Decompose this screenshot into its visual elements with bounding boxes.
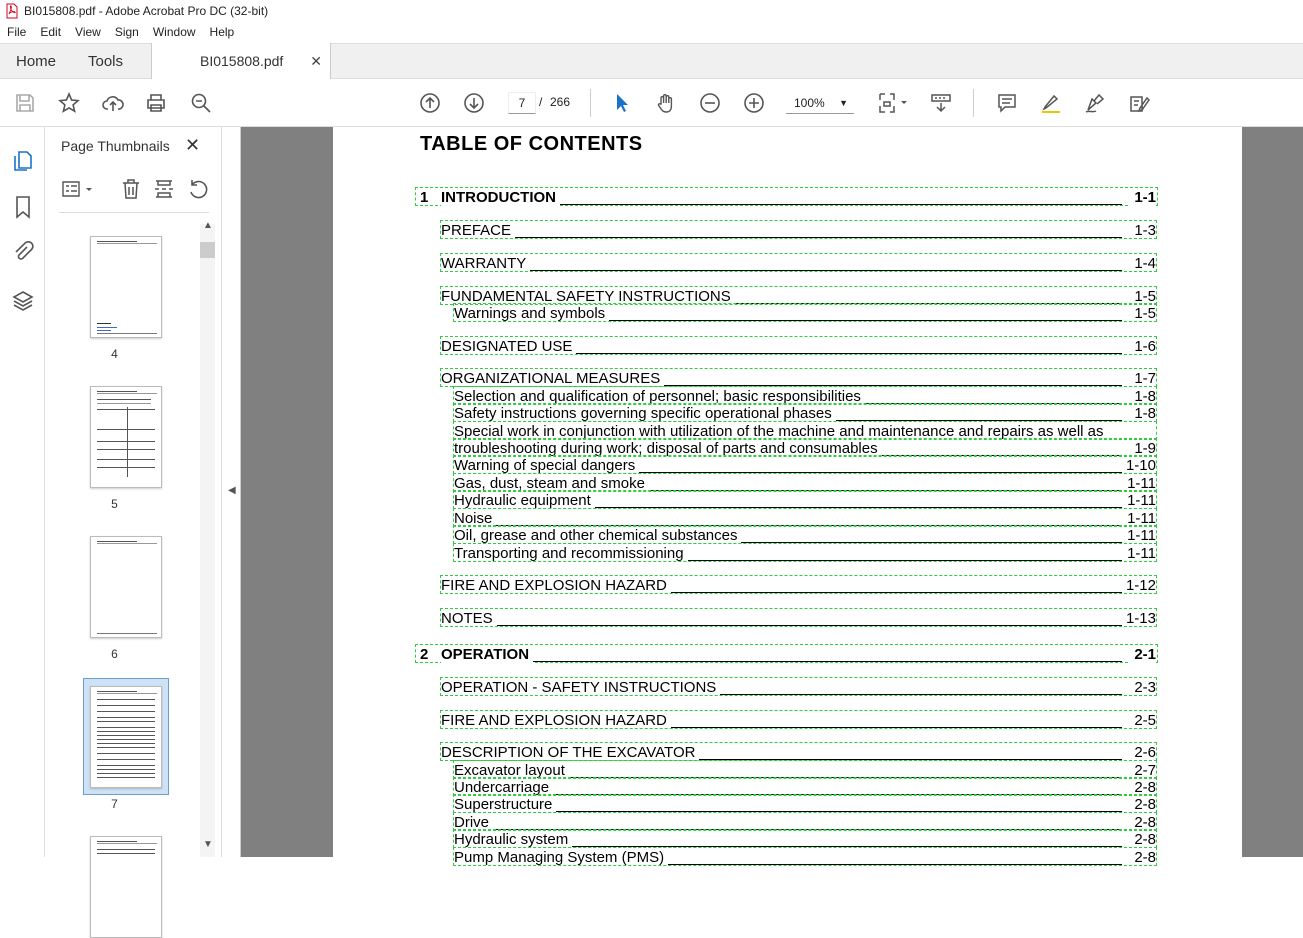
layers-icon[interactable]: [11, 289, 35, 313]
zoom-select[interactable]: [786, 92, 854, 114]
thumbnail-label: 4: [111, 347, 118, 361]
page-number-input[interactable]: 7: [508, 92, 536, 114]
toc-entry-title: PREFACE: [441, 222, 515, 239]
toc-link-box[interactable]: [453, 525, 1157, 544]
toc-link-box[interactable]: [440, 608, 1157, 627]
toc-entry-title: OPERATION - SAFETY INSTRUCTIONS: [441, 679, 720, 696]
toc-page-number: 1-3: [1130, 222, 1156, 239]
toc-link-box[interactable]: [453, 455, 1157, 474]
thumbnail-label: 5: [111, 497, 118, 511]
toc-page-number: 1-4: [1130, 255, 1156, 272]
next-page-icon[interactable]: [462, 91, 486, 115]
toc-link-box[interactable]: [440, 575, 1157, 594]
toc-entry-title: NOTES: [441, 610, 497, 627]
menu-window[interactable]: Window: [152, 25, 196, 39]
toc-page-number: 2-8: [1130, 849, 1156, 866]
toc-entry-title: Superstructure: [454, 796, 556, 813]
toolbar-divider: [590, 89, 591, 117]
tab-document[interactable]: [151, 43, 331, 80]
toc-entry[interactable]: [441, 679, 1156, 696]
scrollbar-thumb[interactable]: [200, 242, 215, 258]
thumbnail-page-5[interactable]: [90, 386, 162, 488]
toc-link-box[interactable]: [453, 829, 1157, 848]
toc-page-number: 2-3: [1130, 679, 1156, 696]
menu-sign[interactable]: Sign: [114, 25, 139, 39]
toc-entry-title: FUNDAMENTAL SAFETY INSTRUCTIONS: [441, 288, 735, 305]
scroll-up-icon[interactable]: ▲: [203, 220, 213, 231]
search-icon[interactable]: [189, 91, 213, 115]
page-separator: /: [539, 95, 543, 109]
toc-page-number: 2-5: [1130, 712, 1156, 729]
toc-entry-title: OPERATION: [441, 646, 533, 663]
toc-page-number: 1-10: [1122, 457, 1156, 474]
pdf-page: [333, 127, 1242, 866]
toc-entry[interactable]: [441, 189, 1156, 206]
title-bar: [0, 0, 1303, 22]
toc-entry[interactable]: [441, 338, 1156, 355]
extract-page-icon[interactable]: [152, 177, 178, 203]
toc-page-number: 2-8: [1130, 796, 1156, 813]
attachment-icon[interactable]: [11, 240, 35, 264]
toc-entry-title: DESCRIPTION OF THE EXCAVATOR: [441, 744, 699, 761]
bookmark-star-icon[interactable]: [57, 91, 81, 115]
menu-view[interactable]: View: [75, 25, 101, 39]
toc-page-number: 1-11: [1123, 492, 1156, 509]
toc-link-box[interactable]: [440, 368, 1157, 387]
tab-bar: [0, 43, 1303, 79]
toc-entry[interactable]: [454, 527, 1156, 544]
toc-link-box[interactable]: [453, 303, 1157, 322]
thumbnail-label: 7: [111, 797, 118, 811]
fill-sign-icon[interactable]: [1127, 91, 1151, 115]
previous-page-icon[interactable]: [418, 91, 442, 115]
toc-page-number: 1-12: [1122, 577, 1156, 594]
page-fit-icon[interactable]: [876, 91, 910, 115]
comment-icon[interactable]: [995, 91, 1019, 115]
toc-page-number: 1-11: [1123, 475, 1156, 492]
toc-entry[interactable]: [441, 610, 1156, 627]
panel-toolbar: [45, 177, 222, 213]
toc-entry[interactable]: [441, 370, 1156, 387]
thumbnail-label: 6: [111, 647, 118, 661]
main-toolbar: [0, 79, 1303, 127]
thumbnail-page-6[interactable]: [90, 536, 162, 638]
window-title: BI015808.pdf - Adobe Acrobat Pro DC (32-bit): [24, 4, 269, 18]
print-icon[interactable]: [144, 91, 168, 115]
collapse-panel-icon[interactable]: ◀: [228, 485, 236, 496]
toc-page-number: 1-5: [1130, 288, 1156, 305]
toc-link-box[interactable]: [440, 710, 1157, 729]
toc-entry-title: Warnings and symbols: [454, 305, 609, 322]
toc-page-number: 2-8: [1130, 779, 1156, 796]
menu-file[interactable]: File: [7, 25, 27, 39]
menu-edit[interactable]: Edit: [40, 25, 62, 39]
toc-page-number: 1-11: [1123, 510, 1156, 527]
acrobat-icon: [6, 4, 18, 18]
toc-entry[interactable]: [454, 831, 1156, 848]
chevron-down-icon: ▼: [839, 98, 848, 108]
scroll-mode-icon[interactable]: [929, 91, 953, 115]
toc-page-number: 1-9: [1130, 440, 1156, 457]
toc-entry-title: FIRE AND EXPLOSION HAZARD: [441, 712, 671, 729]
thumbnails-panel: [45, 127, 222, 857]
toc-link-box[interactable]: [453, 847, 1157, 866]
toc-entry[interactable]: [441, 577, 1156, 594]
save-icon[interactable]: [13, 91, 37, 115]
toc-entry-title: Hydraulic equipment: [454, 492, 595, 509]
toc-entry[interactable]: [454, 545, 1156, 562]
toc-entry[interactable]: [454, 492, 1156, 509]
thumbnail-page-8[interactable]: [90, 836, 162, 938]
select-cursor-icon[interactable]: [610, 91, 634, 115]
scroll-down-icon[interactable]: ▼: [203, 839, 213, 850]
toc-entry-title: Pump Managing System (PMS): [454, 849, 668, 866]
toolbar-divider: [973, 89, 974, 117]
toc-page-number: 1-11: [1123, 545, 1156, 562]
tab-tools[interactable]: Tools: [88, 53, 124, 70]
panel-splitter[interactable]: [222, 127, 241, 857]
thumbnail-page-4[interactable]: [90, 236, 162, 338]
toc-entry[interactable]: [454, 305, 1156, 322]
toc-page-number: 1-6: [1130, 338, 1156, 355]
toc-page-number: 1-8: [1130, 405, 1156, 422]
thumbnails-scrollbar[interactable]: [200, 220, 215, 857]
hand-tool-icon[interactable]: [654, 91, 678, 115]
toc-link-box[interactable]: [440, 253, 1157, 272]
toc-entry-title: DESIGNATED USE: [441, 338, 576, 355]
toc-entry-title: Noise: [454, 510, 496, 527]
toc-chapter-number: 1: [420, 189, 429, 206]
toc-entry-title: Drive: [454, 814, 493, 831]
upload-cloud-icon[interactable]: [101, 91, 125, 115]
toc-entry[interactable]: [454, 849, 1156, 866]
toc-entry-title: troubleshooting during work; disposal of parts and consumables: [454, 440, 882, 457]
toc-entry-title: FIRE AND EXPLOSION HAZARD: [441, 577, 671, 594]
menu-bar: [0, 22, 1303, 42]
toc-entry-title: Transporting and recommissioning: [454, 545, 688, 562]
tab-document-label: BI015808.pdf: [200, 53, 284, 69]
toc-page-number: 1-5: [1130, 305, 1156, 322]
toc-entry[interactable]: [441, 255, 1156, 272]
toc-entry-title: Oil, grease and other chemical substances: [454, 527, 741, 544]
toc-entry-title: Special work in conjunction with utilization of the machine and maintenance and repairs as well as: [454, 423, 1108, 440]
toc-entry-title: Hydraulic system: [454, 831, 572, 848]
thumbnail-page-7[interactable]: [90, 686, 162, 788]
menu-help[interactable]: Help: [209, 25, 235, 39]
left-rail: [0, 127, 45, 857]
toc-page-number: 2-7: [1130, 762, 1156, 779]
toc-link-box[interactable]: [453, 403, 1157, 422]
toc-page-number: 2-8: [1130, 814, 1156, 831]
toc-entry-title: ORGANIZATIONAL MEASURES: [441, 370, 664, 387]
zoom-in-icon[interactable]: [742, 91, 766, 115]
toc-page-number: 1-7: [1130, 370, 1156, 387]
document-viewport[interactable]: [241, 127, 1303, 866]
close-panel-icon[interactable]: ✕: [185, 135, 201, 155]
toc-entry[interactable]: [454, 405, 1156, 422]
highlight-pen-icon[interactable]: [1039, 91, 1063, 115]
toc-page-number: 2-8: [1130, 831, 1156, 848]
toc-entry-title: Undercarriage: [454, 779, 553, 796]
toc-entry-title: INTRODUCTION: [441, 189, 560, 206]
toc-entry[interactable]: [441, 712, 1156, 729]
page-count: 266: [550, 95, 571, 109]
toc-page-number: 1-11: [1123, 527, 1156, 544]
draw-pen-icon[interactable]: [1083, 91, 1107, 115]
toc-entry-title: Gas, dust, steam and smoke: [454, 475, 649, 492]
panel-divider: [59, 212, 209, 213]
toc-entry[interactable]: [454, 796, 1156, 813]
toc-entry-title: Selection and qualification of personnel; basic responsibilities: [454, 388, 865, 405]
toc-page-number: 2-6: [1130, 744, 1156, 761]
toc-link-box[interactable]: [440, 677, 1157, 696]
close-tab-icon[interactable]: ✕: [310, 53, 322, 69]
toc-link-box[interactable]: [453, 543, 1157, 562]
toc-page-number: 1-8: [1130, 388, 1156, 405]
toc-link-box[interactable]: [453, 490, 1157, 509]
rotate-page-icon[interactable]: [186, 177, 212, 203]
toc-link-box[interactable]: [440, 220, 1157, 239]
toc-entry[interactable]: [454, 457, 1156, 474]
toc-entry[interactable]: [441, 222, 1156, 239]
zoom-out-icon[interactable]: [698, 91, 722, 115]
toc-entry-title: WARRANTY: [441, 255, 530, 272]
toc-page-number: 1-1: [1130, 189, 1156, 206]
toc-heading: TABLE OF CONTENTS: [420, 133, 643, 155]
toc-link-box[interactable]: [440, 336, 1157, 355]
tab-home[interactable]: Home: [16, 53, 57, 70]
zoom-value: 100%: [794, 96, 825, 110]
toc-page-number: 1-13: [1122, 610, 1156, 627]
toc-page-number: 2-1: [1130, 646, 1156, 663]
toc-entry[interactable]: [441, 646, 1156, 663]
panel-title: Page Thumbnails: [61, 138, 170, 154]
bookmark-icon[interactable]: [11, 195, 35, 219]
delete-page-icon[interactable]: [119, 177, 145, 203]
toc-chapter-number: 2: [420, 646, 429, 663]
page-thumbnails-icon[interactable]: [11, 149, 35, 173]
toc-link-box[interactable]: [453, 794, 1157, 813]
toc-entry-title: Excavator layout: [454, 762, 569, 779]
thumbnail-options-icon[interactable]: [61, 177, 97, 203]
toc-link-box[interactable]: [440, 742, 1157, 761]
toc-entry[interactable]: [441, 744, 1156, 761]
toc-leader-line: [441, 661, 1122, 662]
toc-entry-title: Warning of special dangers: [454, 457, 639, 474]
toc-entry-title: Safety instructions governing specific operational phases: [454, 405, 836, 422]
